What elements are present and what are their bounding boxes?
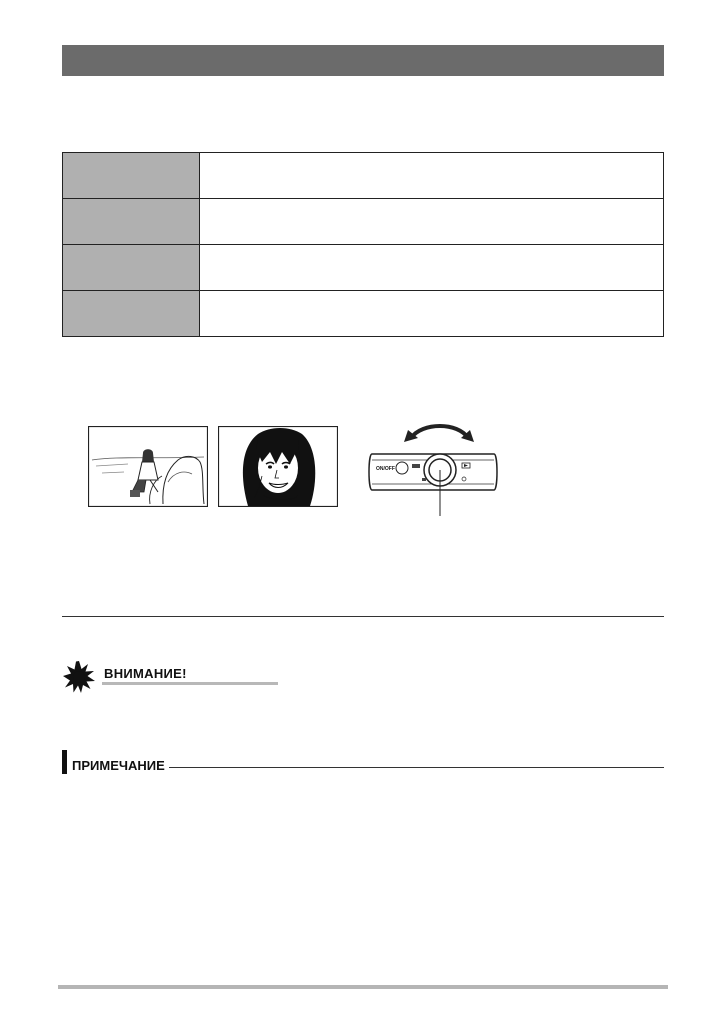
row-text-cell (200, 153, 664, 199)
caution-underline (102, 682, 278, 685)
row-header-cell (63, 153, 200, 199)
footer-rule (58, 985, 668, 989)
section-header-bar (62, 45, 664, 76)
row-header-cell (63, 291, 200, 337)
table-row (63, 291, 664, 337)
zoom-arrow-icon (411, 426, 468, 438)
table-row (63, 245, 664, 291)
table-row (63, 153, 664, 199)
row-header-cell (63, 199, 200, 245)
section-divider (62, 616, 664, 617)
telephoto-photo-illustration (218, 426, 338, 507)
note-marker-bar (62, 750, 67, 774)
row-text-cell (200, 245, 664, 291)
wide-angle-photo-illustration (88, 426, 208, 507)
camera-top-view-illustration (366, 416, 502, 518)
starburst-caution-icon (62, 660, 96, 694)
row-text-cell (200, 291, 664, 337)
row-text-cell (200, 199, 664, 245)
note-heading (62, 750, 664, 776)
caution-label: ВНИМАНИЕ! (104, 666, 187, 681)
power-button-label: ON/OFF (376, 466, 395, 472)
note-label: ПРИМЕЧАНИЕ (72, 758, 169, 773)
spec-table (62, 152, 664, 337)
row-header-cell (63, 245, 200, 291)
table-row (63, 199, 664, 245)
